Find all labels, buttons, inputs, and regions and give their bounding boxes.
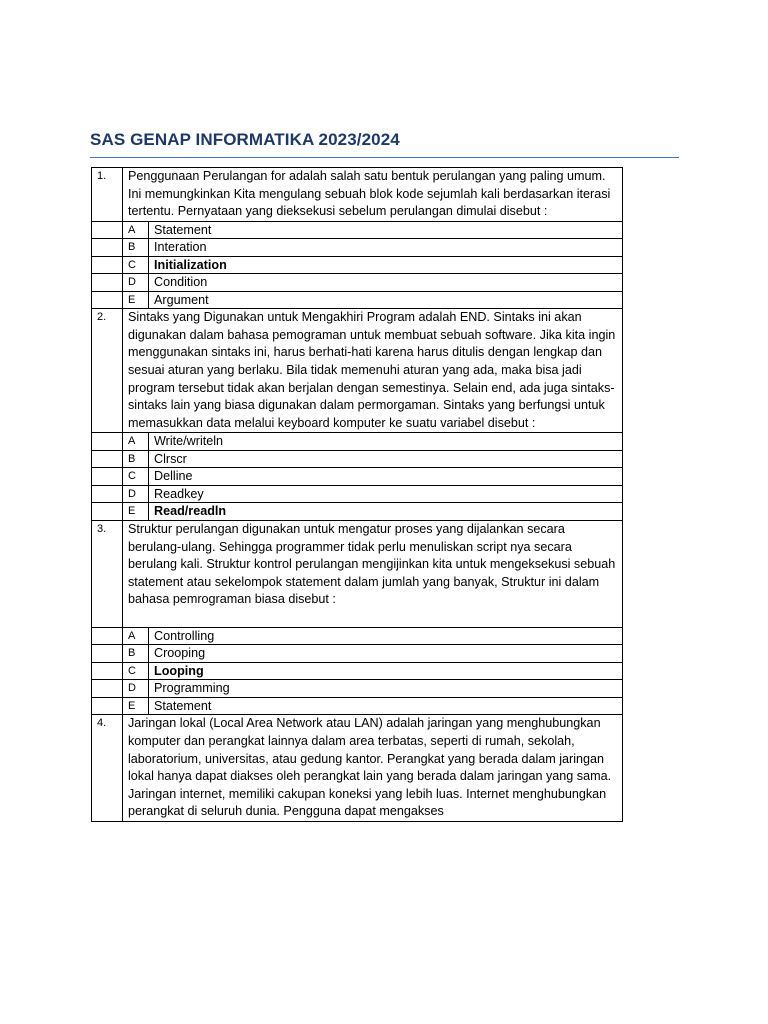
- option-letter: C: [123, 468, 149, 486]
- option-text: Statement: [149, 697, 623, 715]
- option-letter: C: [123, 256, 149, 274]
- option-letter: E: [123, 503, 149, 521]
- option-text-answer: Looping: [149, 662, 623, 680]
- question-row: [92, 520, 623, 627]
- question-number: 4.: [92, 715, 123, 822]
- question-row: [92, 168, 623, 222]
- option-letter: B: [123, 239, 149, 257]
- option-letter: C: [123, 662, 149, 680]
- option-text: Crooping: [149, 645, 623, 663]
- option-letter: E: [123, 697, 149, 715]
- option-row: [92, 627, 623, 645]
- option-text: Readkey: [149, 485, 623, 503]
- option-text: Controlling: [149, 627, 623, 645]
- option-text-answer: Read/readln: [149, 503, 623, 521]
- title-underline: [90, 157, 679, 158]
- option-row: [92, 291, 623, 309]
- option-letter: D: [123, 680, 149, 698]
- question-table: [91, 167, 623, 822]
- option-letter: B: [123, 645, 149, 663]
- option-letter: A: [123, 433, 149, 451]
- question-text: Struktur perulangan digunakan untuk mengatur proses yang dijalankan secara berulang-ulang. Sehingga programmer tidak perlu menuliskan script nya secara berulang kali. Struktur kontrol perulangan mengijinkan kita untuk mengeksekusi sebuah statement atau sekelompok statement dalam jumlah yang banyak, Struktur ini dalam bahasa pemrograman biasa disebut :: [128, 521, 616, 607]
- question-paragraph: Jaringan internet, memiliki cakupan koneksi yang lebih luas. Internet menghubungkan perangkat di seluruh dunia. Pengguna dapat mengakses: [128, 786, 607, 819]
- question-row: [92, 715, 623, 822]
- option-row: [92, 645, 623, 663]
- option-text-answer: Initialization: [149, 256, 623, 274]
- question-number: 2.: [92, 309, 123, 433]
- option-text: Write/writeln: [149, 433, 623, 451]
- question-row: [92, 309, 623, 433]
- option-row: [92, 256, 623, 274]
- document-title: SAS GENAP INFORMATIKA 2023/2024: [90, 130, 400, 149]
- option-row: [92, 274, 623, 292]
- option-letter: D: [123, 274, 149, 292]
- question-number: 3.: [92, 520, 123, 627]
- option-row: [92, 468, 623, 486]
- option-row: [92, 662, 623, 680]
- question-text: Sintaks yang Digunakan untuk Mengakhiri Program adalah END. Sintaks ini akan digunakan dalam bahasa pemograman untuk membuat sebuah software. Jika kita ingin menggunakan sintaks ini, harus berhati-hati karena harus ditulis dengan lengkap dan sesuai aturan yang berlaku. Bila tidak memenuhi aturan yang ada, maka bisa jadi program tersebut tidak akan berjalan dengan semestinya. Selain end, ada juga sintaks-sintaks lain yang biasa digunakan dalam permorgaman. Sintaks yang berfungsi untuk memasukkan data melalui keyboard komputer ke suatu variabel disebut :: [123, 309, 623, 433]
- question-number: 1.: [92, 168, 123, 222]
- option-row: [92, 221, 623, 239]
- option-row: [92, 503, 623, 521]
- option-row: [92, 450, 623, 468]
- option-text: Programming: [149, 680, 623, 698]
- option-row: [92, 697, 623, 715]
- option-row: [92, 433, 623, 451]
- option-text: Clrscr: [149, 450, 623, 468]
- blank-line: [128, 609, 617, 627]
- option-row: [92, 239, 623, 257]
- option-letter: B: [123, 450, 149, 468]
- option-text: Statement: [149, 221, 623, 239]
- question-paragraph: Jaringan lokal (Local Area Network atau LAN) adalah jaringan yang menghubungkan komputer dan perangkat lainnya dalam area terbatas, seperti di rumah, sekolah, laboratorium, universitas, atau gedung kantor. Perangkat yang berada dalam jaringan lokal hanya dapat diakses oleh perangkat lain yang berada dalam jaringan yang sama.: [128, 716, 612, 784]
- option-letter: A: [123, 221, 149, 239]
- question-text: Penggunaan Perulangan for adalah salah satu bentuk perulangan yang paling umum. Ini memungkinkan Kita mengulang sebuah blok kode sejumlah kali berdasarkan iterasi tertentu. Pernyataan yang dieksekusi sebelum perulangan dimulai disebut :: [123, 168, 623, 222]
- option-letter: D: [123, 485, 149, 503]
- option-row: [92, 680, 623, 698]
- option-text: Delline: [149, 468, 623, 486]
- option-letter: A: [123, 627, 149, 645]
- option-text: Condition: [149, 274, 623, 292]
- option-letter: E: [123, 291, 149, 309]
- option-row: [92, 485, 623, 503]
- option-text: Interation: [149, 239, 623, 257]
- option-text: Argument: [149, 291, 623, 309]
